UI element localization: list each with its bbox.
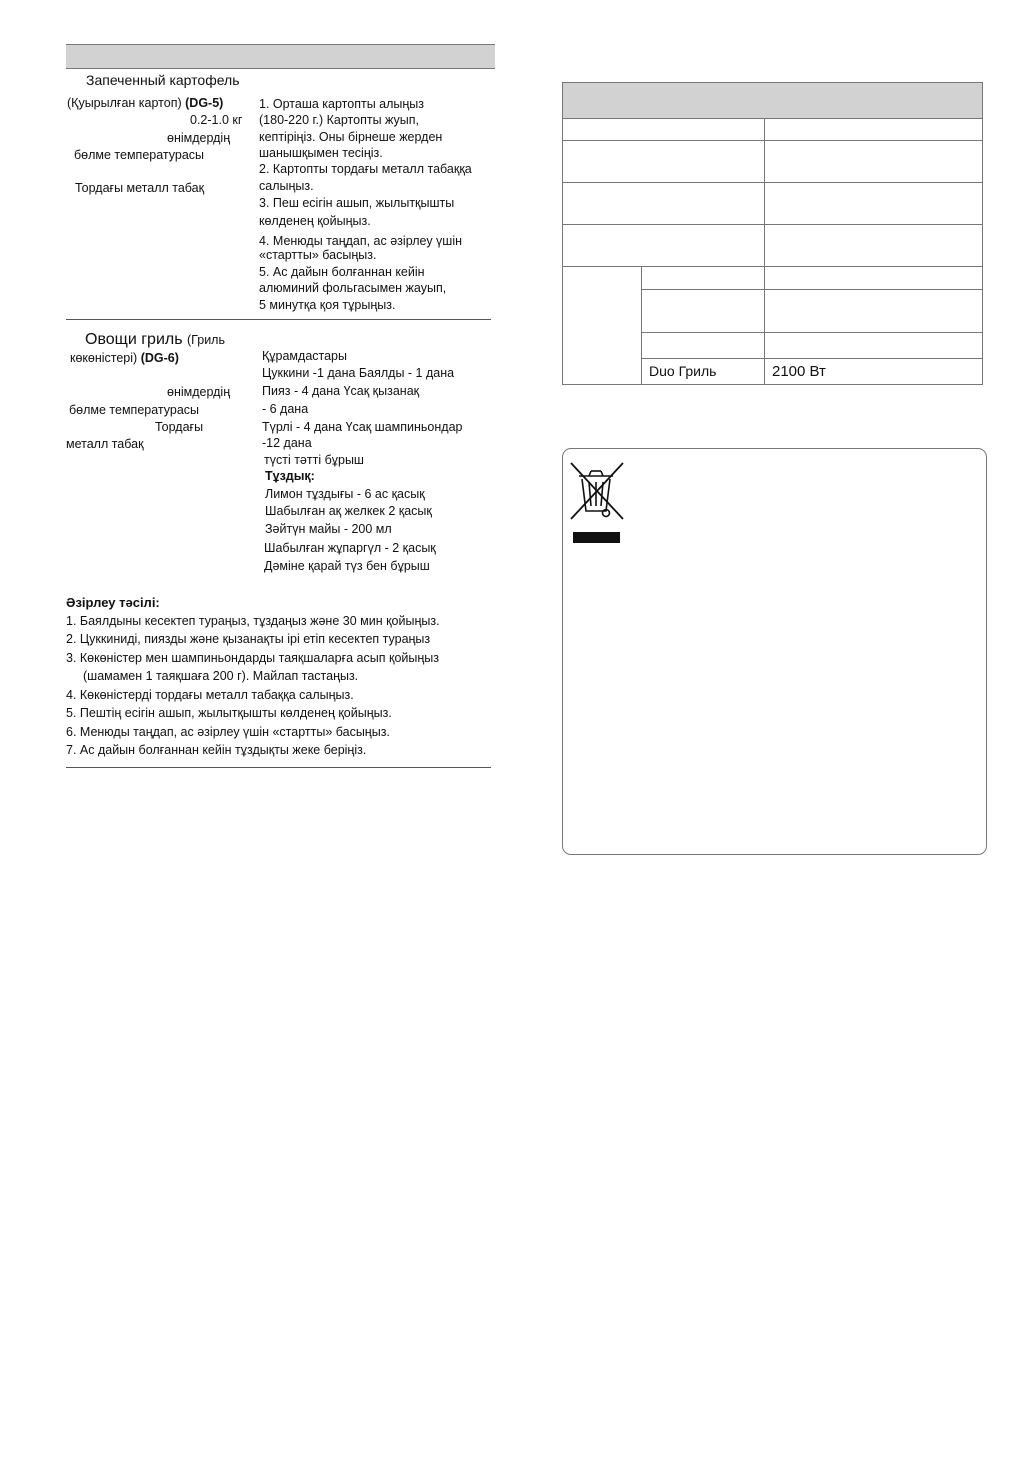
step-line: 3. Пеш есігін ашып, жылытқышты <box>259 196 455 210</box>
spec-row-value: 2100 Вт <box>772 363 826 380</box>
sauce-line: Зәйтүн майы - 200 мл <box>265 522 392 536</box>
step-line: алюминий фольгасымен жауып, <box>259 281 447 295</box>
recipe-subtitle-kz: (Қуырылған картоп) <box>67 96 182 110</box>
step-line: салыңыз. <box>259 179 314 193</box>
recipe-temp-line1: өнімдердің <box>167 131 231 145</box>
step-line: шанышқымен тесіңіз. <box>259 146 383 160</box>
step-line: 4. Менюды таңдап, ас әзірлеу үшін <box>259 234 463 248</box>
method-line: 3. Көкөністер мен шампиньондарды таяқшаларға асып қойыңыз <box>66 651 439 665</box>
recipe-utensil-line1: Тордағы <box>155 420 204 434</box>
method-line: 5. Пештің есігін ашып, жылытқышты көлденең қойыңыз. <box>66 706 392 720</box>
table-row-line <box>563 266 982 267</box>
sauce-title: Тұздық: <box>265 469 315 483</box>
ingredient-line: -12 дана <box>262 436 312 450</box>
recipe-temp-line2: бөлме температурасы <box>69 403 200 417</box>
step-line: 1. Орташа картопты алыңыз <box>259 97 424 111</box>
recipe-code: (DG-5) <box>185 96 224 110</box>
step-line: 5. Ас дайын болғаннан кейін <box>259 265 425 279</box>
recipe-subtitle-potato <box>67 96 223 110</box>
crossed-out-bin-icon <box>569 461 627 551</box>
recipe-title-veg <box>85 331 225 349</box>
recipe-title-potato: Запеченный картофель <box>86 72 240 88</box>
table-row-line <box>641 358 982 359</box>
spec-table <box>562 82 983 385</box>
spec-row-label: Duo Гриль <box>649 363 717 379</box>
ingredient-line: Цуккини -1 дана Баялды - 1 дана <box>262 366 455 380</box>
method-line: 2. Цуккиниді, пиязды және қызанақты ірі етіп кесектеп тураңыз <box>66 632 431 646</box>
table-col-line <box>641 266 642 385</box>
recipe-title-kz: (Гриль <box>187 333 225 347</box>
step-line: (180-220 г.) Картопты жуып, <box>259 113 420 127</box>
table-row-line <box>641 332 982 333</box>
step-line: 2. Картопты тордағы металл табаққа <box>259 162 472 176</box>
sauce-line: Дәміне қарай түз бен бұрыш <box>264 559 430 573</box>
divider <box>66 767 491 768</box>
section-header-bar <box>66 44 495 69</box>
sauce-line: Шабылған жұпаргүл - 2 қасық <box>264 541 436 555</box>
table-col-line <box>764 118 765 385</box>
step-line: 5 минутқа қоя тұрыңыз. <box>259 298 396 312</box>
recipe-subtitle-veg <box>70 351 179 365</box>
recipe-utensil-line2: металл табақ <box>66 437 144 451</box>
step-line: кептіріңіз. Оны бірнеше жерден <box>259 130 443 144</box>
recipe-temp-line2: бөлме температурасы <box>74 148 205 162</box>
method-line: 7. Ас дайын болғаннан кейін тұздықты жеке беріңіз. <box>66 743 367 757</box>
method-line: 6. Менюды таңдап, ас әзірлеу үшін «стартты» басыңыз. <box>66 725 390 739</box>
ingredient-line: Құрамдастары <box>262 349 347 363</box>
recipe-temp-line1: өнімдердің <box>167 385 231 399</box>
spec-table-header <box>563 83 982 119</box>
recipe-title-ru: Овощи гриль <box>85 331 183 348</box>
table-row-line <box>563 182 982 183</box>
method-line: (шамамен 1 таяқшаға 200 г). Майлап тастаңыз. <box>83 669 359 683</box>
sauce-line: Шабылған ақ желкек 2 қасық <box>265 504 432 518</box>
step-line: «стартты» басыңыз. <box>259 248 377 262</box>
step-line: көлденең қойыңыз. <box>259 214 371 228</box>
table-row-line <box>563 224 982 225</box>
ingredient-line: түсті тәтті бұрыш <box>264 453 364 467</box>
method-line: 4. Көкөністерді тордағы металл табаққа салыңыз. <box>66 688 354 702</box>
method-line: 1. Баялдыны кесектеп тураңыз, тұздаңыз және 30 мин қойыңыз. <box>66 614 440 628</box>
recipe-utensil: Тордағы металл табақ <box>75 181 205 195</box>
recipe-subtitle-kz: көкөністері) <box>70 351 138 365</box>
recipe-weight: 0.2-1.0 кг <box>190 113 243 127</box>
ingredient-line: Түрлі - 4 дана Үсақ шампиньондар <box>262 420 463 434</box>
method-title: Әзірлеу тәсілі: <box>66 595 160 610</box>
table-row-line <box>641 289 982 290</box>
divider <box>66 319 491 320</box>
ingredient-line: Пияз - 4 дана Үсақ қызанақ <box>262 384 420 398</box>
disposal-notice-box <box>562 448 987 855</box>
recipe-code: (DG-6) <box>140 351 179 365</box>
sauce-line: Лимон тұздығы - 6 ас қасық <box>265 487 425 501</box>
ingredient-line: - 6 дана <box>262 402 309 416</box>
table-row-line <box>563 140 982 141</box>
